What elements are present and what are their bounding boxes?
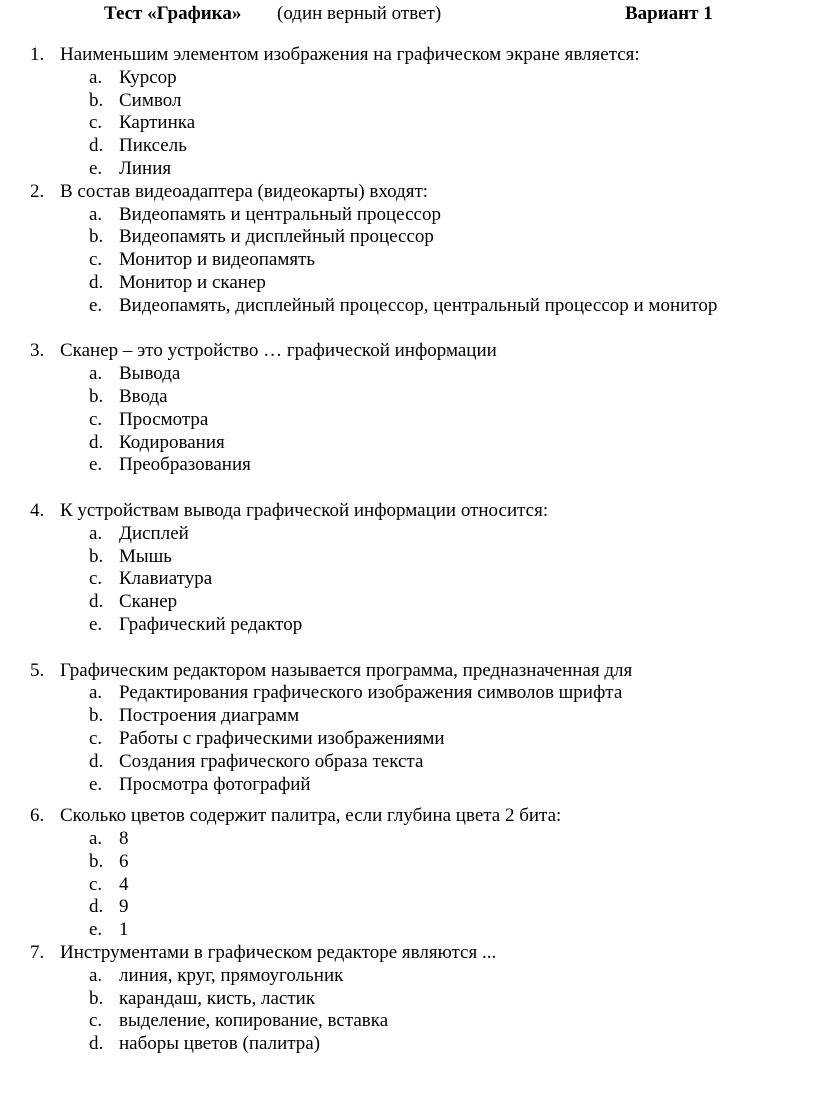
answer-option bbox=[0, 158, 816, 181]
option-letter: c. bbox=[89, 249, 103, 271]
option-letter: a. bbox=[89, 828, 103, 850]
option-text: Графический редактор bbox=[119, 613, 303, 635]
answer-option bbox=[0, 965, 816, 988]
answer-option bbox=[0, 874, 816, 897]
option-text: Ввода bbox=[119, 385, 168, 407]
document-header bbox=[0, 0, 816, 30]
answer-option bbox=[0, 774, 816, 797]
question-text: В состав видеоадаптера (видеокарты) входят: bbox=[60, 180, 429, 202]
option-letter: a. bbox=[89, 203, 103, 225]
option-text: Видеопамять и центральный процессор bbox=[119, 203, 441, 225]
variant-label: Вариант 1 bbox=[625, 3, 713, 24]
option-text: Видеопамять, дисплейный процессор, центральный процессор и монитор bbox=[119, 294, 718, 316]
option-letter: e. bbox=[89, 454, 103, 476]
option-text: Клавиатура bbox=[119, 568, 213, 590]
answer-option bbox=[0, 432, 816, 455]
option-letter: c. bbox=[89, 1010, 103, 1032]
option-letter: c. bbox=[89, 408, 103, 430]
option-text: линия, круг, прямоугольник bbox=[119, 964, 344, 986]
option-letter: c. bbox=[89, 112, 103, 134]
option-letter: c. bbox=[89, 873, 103, 895]
option-text: наборы цветов (палитра) bbox=[119, 1033, 321, 1055]
question-6 bbox=[0, 805, 816, 942]
question-5 bbox=[0, 660, 816, 797]
option-letter: e. bbox=[89, 613, 103, 635]
question-4 bbox=[0, 500, 816, 637]
option-text: Кодирования bbox=[119, 431, 225, 453]
answer-option bbox=[0, 523, 816, 546]
option-letter: b. bbox=[89, 987, 104, 1009]
answer-option bbox=[0, 112, 816, 135]
answer-option bbox=[0, 67, 816, 90]
question-number: 6. bbox=[30, 805, 45, 827]
answer-option bbox=[0, 828, 816, 851]
question-number: 3. bbox=[30, 340, 45, 362]
option-text: Монитор и сканер bbox=[119, 271, 266, 293]
test-subtitle: (один верный ответ) bbox=[277, 3, 442, 24]
answer-option bbox=[0, 705, 816, 728]
question-text: К устройствам вывода графической информации относится: bbox=[60, 499, 549, 521]
question-number: 5. bbox=[30, 659, 45, 681]
question-2 bbox=[0, 181, 816, 318]
question-number: 2. bbox=[30, 180, 45, 202]
option-text: Просмотра фотографий bbox=[119, 773, 311, 795]
option-letter: d. bbox=[89, 271, 104, 293]
question-text: Инструментами в графическом редакторе являются ... bbox=[60, 942, 497, 964]
option-letter: c. bbox=[89, 727, 103, 749]
question-text: Сколько цветов содержит палитра, если глубина цвета 2 бита: bbox=[60, 805, 562, 827]
option-text: 8 bbox=[119, 828, 129, 850]
option-letter: e. bbox=[89, 294, 103, 316]
question-text: Наименьшим элементом изображения на графическом экране является: bbox=[60, 44, 640, 65]
option-letter: b. bbox=[89, 705, 104, 727]
option-text: Сканер bbox=[119, 591, 178, 613]
option-text: Создания графического образа текста bbox=[119, 750, 424, 772]
answer-option bbox=[0, 851, 816, 874]
option-letter: c. bbox=[89, 568, 103, 590]
answer-option bbox=[0, 682, 816, 705]
answer-option bbox=[0, 568, 816, 591]
answer-option bbox=[0, 751, 816, 774]
option-text: 9 bbox=[119, 896, 129, 918]
option-text: Работы с графическими изображениями bbox=[119, 727, 445, 749]
question-1 bbox=[0, 44, 816, 181]
option-text: выделение, копирование, вставка bbox=[119, 1010, 389, 1032]
question-text: Графическим редактором называется программа, предназначенная для bbox=[60, 659, 633, 681]
option-text: Монитор и видеопамять bbox=[119, 249, 316, 271]
test-title: Тест «Графика» bbox=[104, 3, 242, 24]
option-text: Дисплей bbox=[119, 522, 189, 544]
option-letter: a. bbox=[89, 363, 103, 385]
answer-option bbox=[0, 896, 816, 919]
option-letter: e. bbox=[89, 919, 103, 941]
question-3 bbox=[0, 340, 816, 477]
answer-option bbox=[0, 363, 816, 386]
option-letter: d. bbox=[89, 896, 104, 918]
question-number: 7. bbox=[30, 942, 45, 964]
answer-option bbox=[0, 409, 816, 432]
option-letter: a. bbox=[89, 66, 103, 88]
option-text: Курсор bbox=[119, 66, 177, 88]
question-number: 4. bbox=[30, 499, 45, 521]
option-letter: b. bbox=[89, 385, 104, 407]
option-letter: e. bbox=[89, 157, 103, 179]
answer-option bbox=[0, 295, 816, 318]
answer-option bbox=[0, 1010, 816, 1033]
answer-option bbox=[0, 226, 816, 249]
answer-option bbox=[0, 386, 816, 409]
answer-option bbox=[0, 135, 816, 158]
option-letter: b. bbox=[89, 226, 104, 248]
answer-option bbox=[0, 728, 816, 751]
option-text: Мышь bbox=[119, 545, 172, 567]
answer-option bbox=[0, 454, 816, 477]
option-letter: b. bbox=[89, 850, 104, 872]
answer-option bbox=[0, 249, 816, 272]
option-text: Редактирования графического изображения символов шрифта bbox=[119, 682, 623, 704]
answer-option bbox=[0, 546, 816, 569]
option-letter: e. bbox=[89, 773, 103, 795]
question-text: Сканер – это устройство … графической информации bbox=[60, 340, 497, 362]
answer-option bbox=[0, 204, 816, 227]
option-letter: d. bbox=[89, 1033, 104, 1055]
option-text: 1 bbox=[119, 919, 129, 941]
answer-option bbox=[0, 919, 816, 942]
answer-option bbox=[0, 988, 816, 1011]
question-7 bbox=[0, 942, 816, 1056]
option-text: 4 bbox=[119, 873, 129, 895]
option-text: Картинка bbox=[119, 112, 196, 134]
answer-option bbox=[0, 591, 816, 614]
option-text: Видеопамять и дисплейный процессор bbox=[119, 226, 434, 248]
option-letter: b. bbox=[89, 89, 104, 111]
answer-option bbox=[0, 90, 816, 113]
option-letter: b. bbox=[89, 545, 104, 567]
option-text: Преобразования bbox=[119, 454, 251, 476]
question-list bbox=[0, 44, 816, 1056]
answer-option bbox=[0, 272, 816, 295]
question-number: 1. bbox=[30, 44, 45, 65]
option-letter: a. bbox=[89, 682, 103, 704]
option-letter: a. bbox=[89, 522, 103, 544]
option-text: Вывода bbox=[119, 363, 181, 385]
option-letter: d. bbox=[89, 750, 104, 772]
answer-option bbox=[0, 614, 816, 637]
option-text: карандаш, кисть, ластик bbox=[119, 987, 316, 1009]
option-text: Просмотра bbox=[119, 408, 209, 430]
option-letter: a. bbox=[89, 964, 103, 986]
option-text: Линия bbox=[119, 157, 172, 179]
option-letter: d. bbox=[89, 135, 104, 157]
option-letter: d. bbox=[89, 431, 104, 453]
option-text: 6 bbox=[119, 850, 129, 872]
answer-option bbox=[0, 1033, 816, 1056]
option-letter: d. bbox=[89, 591, 104, 613]
option-text: Символ bbox=[119, 89, 182, 111]
option-text: Пиксель bbox=[119, 135, 187, 157]
option-text: Построения диаграмм bbox=[119, 705, 300, 727]
